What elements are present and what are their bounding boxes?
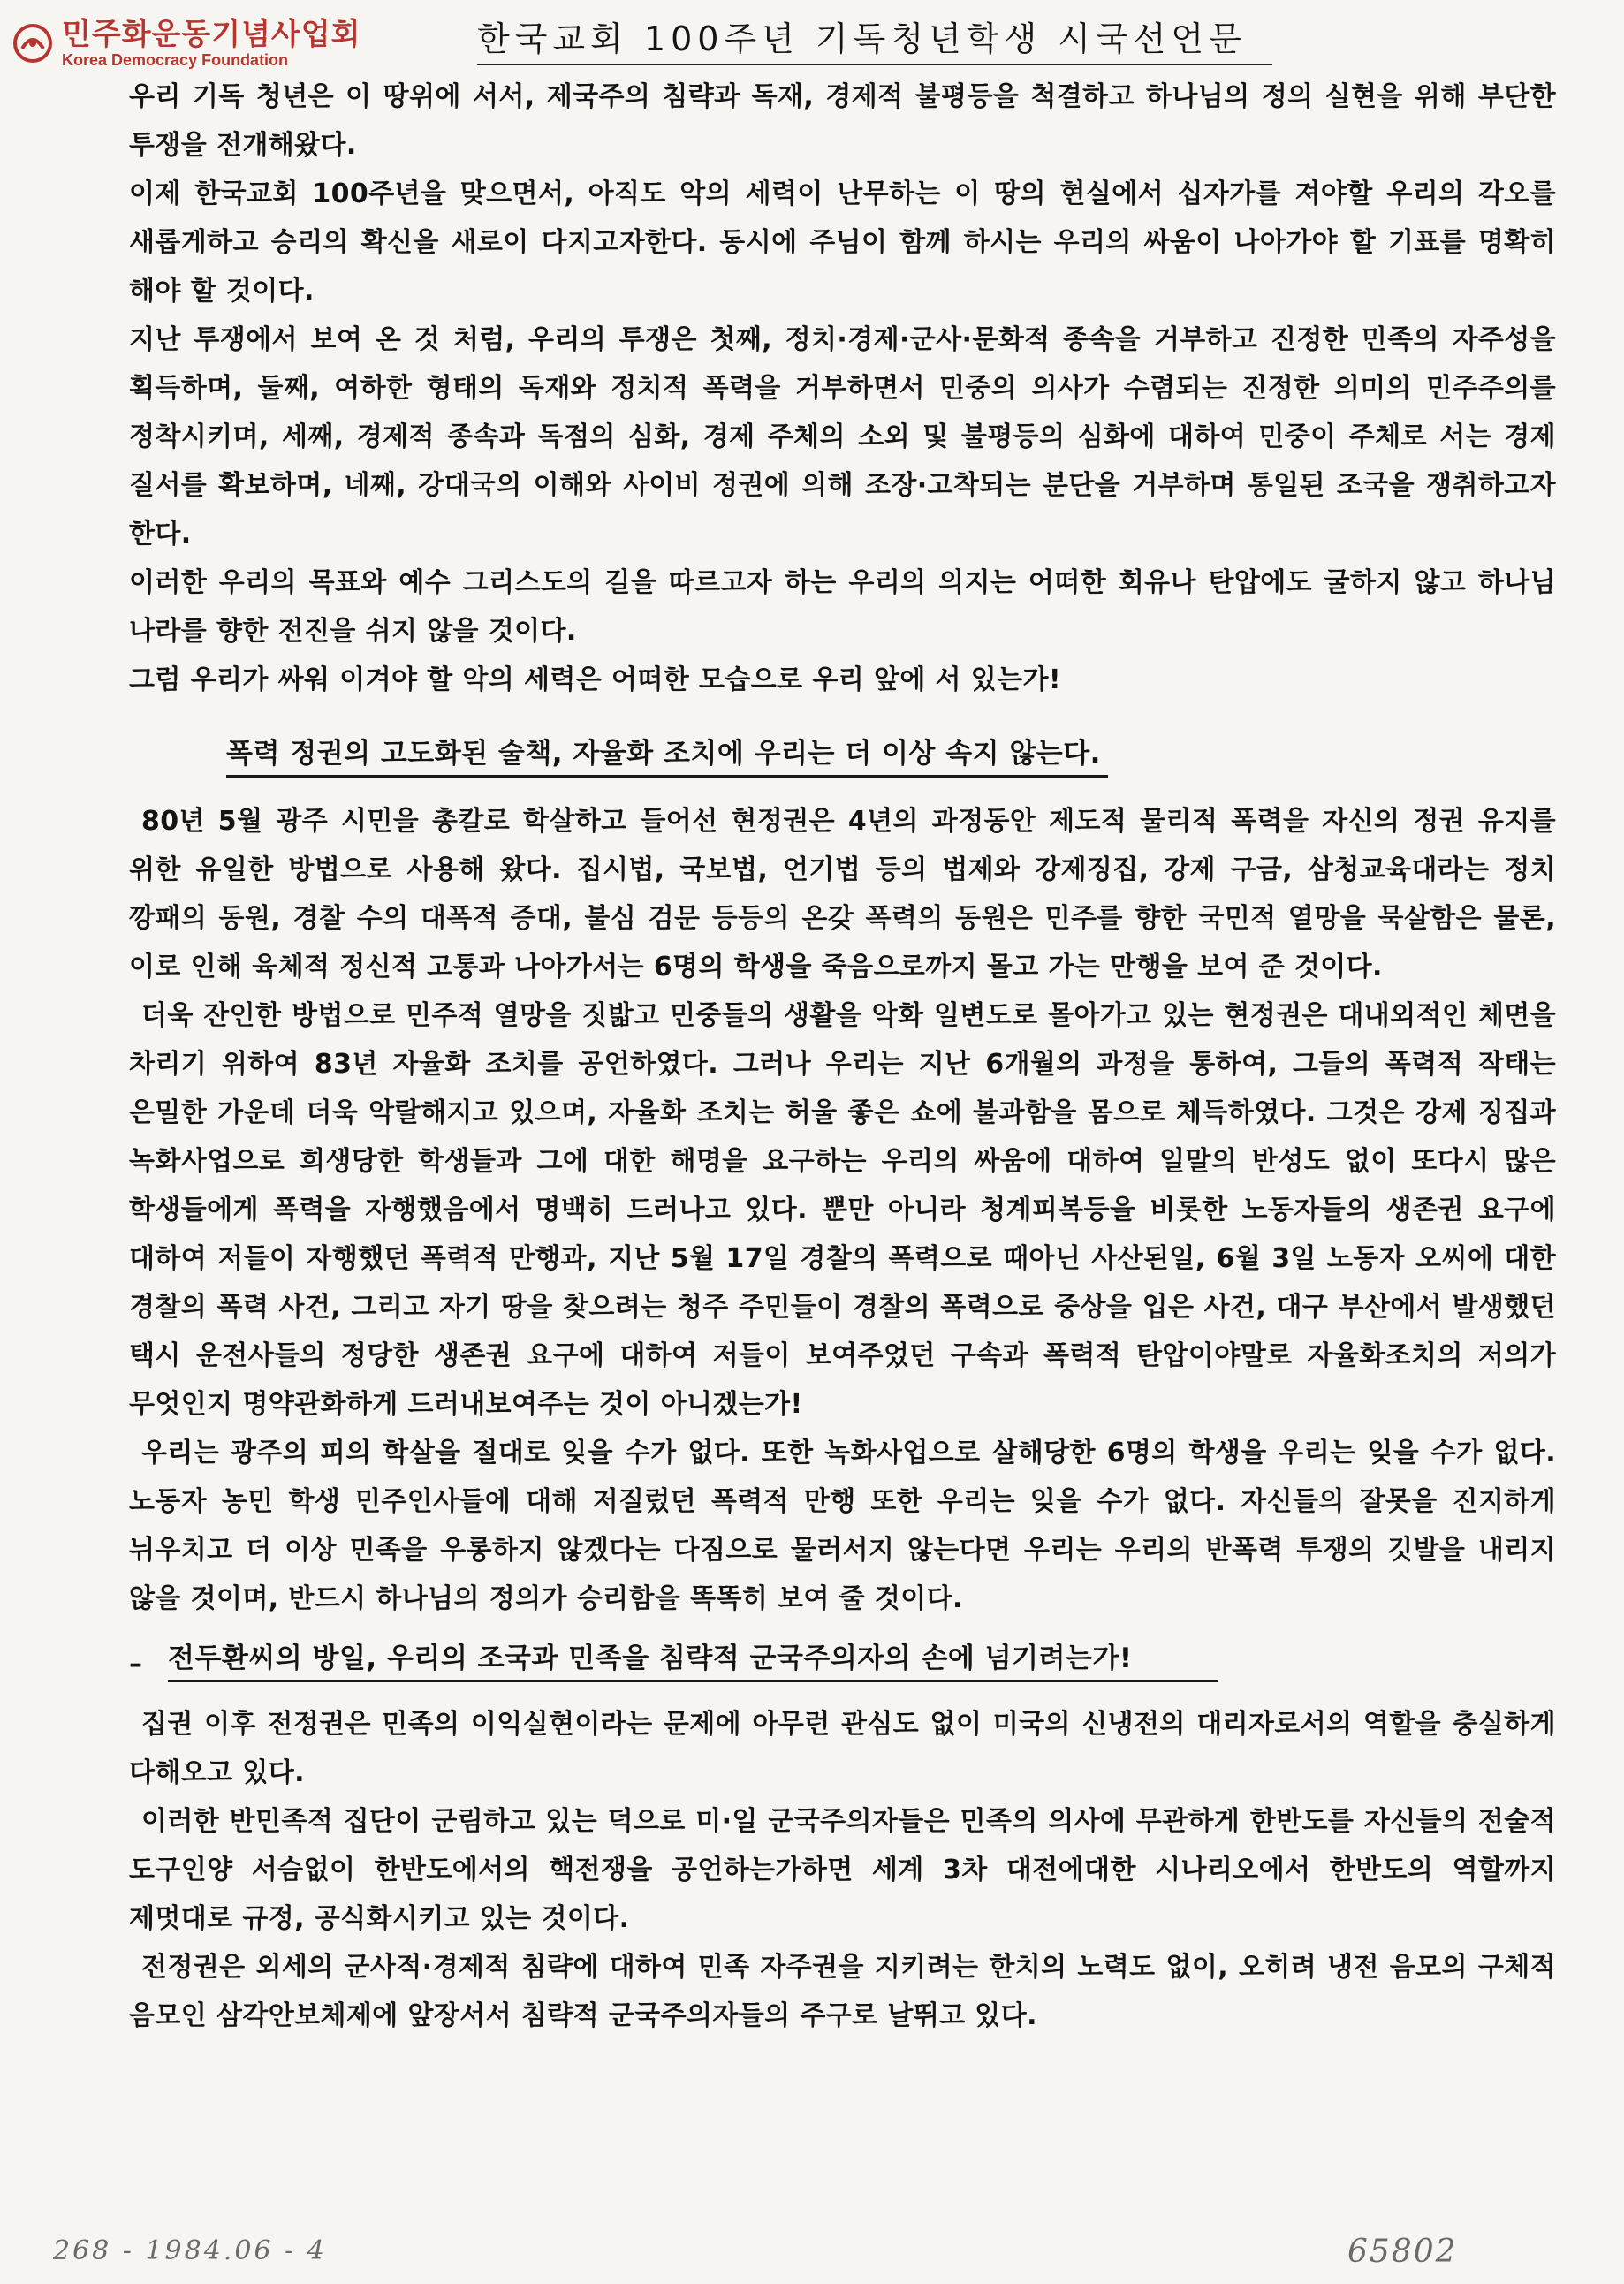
section2-heading-row xyxy=(129,1639,1556,1682)
section2-body xyxy=(129,1700,1556,2040)
intro-paragraph: 지난 투쟁에서 보여 온 것 처럼, 우리의 투쟁은 첫째, 정치·경제·군사·문화적 종속을 거부하고 진정한 민족의 자주성을 획득하며, 둘째, 여하한 형태의 독재와 정치적 폭력을 거부하면서 민중의 의사가 수렴되는 진정한 의미의 민주주의를 정착시키며, 세째, 경제적 종속과 독점의 심화, 경제 주체의 소외 및 불평등의 심화에 대하여 민중이 주체로 서는 경제 질서를 확보하며, 네째, 강대국의 이해와 사이비 정권에 의해 조장·고착되는 분단을 거부하며 통일된 조국을 쟁취하고자 한다. xyxy=(129,324,1556,550)
section1-body xyxy=(129,797,1556,1623)
handwritten-page-number: 65802 xyxy=(1347,2234,1458,2270)
section2-paragraph: 이러한 반민족적 집단이 군림하고 있는 덕으로 미·일 군국주의자들은 민족의 의사에 무관하게 한반도를 자신들의 전술적 도구인양 서슴없이 한반도에서의 핵전쟁을 공언하는가하면 세계 3차 대전에대한 시나리오에서 한반도의 역할까지 제멋대로 규정, 공식화시키고 있는 것이다. xyxy=(129,1806,1556,1934)
kdf-logo-icon xyxy=(12,23,53,64)
section1-paragraph: 80년 5월 광주 시민을 총칼로 학살하고 들어선 현정권은 4년의 과정동안 제도적 물리적 폭력을 자신의 정권 유지를 위한 유일한 방법으로 사용해 왔다. 집시법, 국보법, 언기법 등의 법제와 강제징집, 강제 구금, 삼청교육대라는 정치 깡패의 동원, 경찰 수의 대폭적 증대, 불심 검문 등등의 온갖 폭력의 동원은 민주를 향한 국민적 열망을 묵살함은 물론, 이로 인해 육체적 정신적 고통과 나아가서는 6명의 학생을 죽음으로까지 몰고 가는 만행을 보여 준 것이다. xyxy=(129,806,1556,983)
section2-paragraph: 전정권은 외세의 군사적·경제적 침략에 대하여 민족 자주권을 지키려는 한치의 노력도 없이, 오히려 냉전 음모의 구체적 음모인 삼각안보체제에 앞장서서 침략적 군국주의자들의 주구로 날뛰고 있다. xyxy=(129,1952,1556,2031)
section1-heading: 폭력 정권의 고도화된 술책, 자율화 조치에 우리는 더 이상 속지 않는다. xyxy=(226,734,1108,778)
intro-paragraph: 이러한 우리의 목표와 예수 그리스도의 길을 따르고자 하는 우리의 의지는 어떠한 회유나 탄압에도 굴하지 않고 하나님 나라를 향한 전진을 쉬지 않을 것이다. xyxy=(129,567,1556,647)
document-body xyxy=(129,72,1556,2040)
intro-paragraph: 우리 기독 청년은 이 땅위에 서서, 제국주의 침략과 독재, 경제적 불평등을 척결하고 하나님의 정의 실현을 위해 부단한 투쟁을 전개해왔다. xyxy=(129,81,1556,161)
handwritten-archive-number: 268 - 1984.06 - 4 xyxy=(53,2235,327,2266)
section1-heading-row xyxy=(226,734,1269,778)
document-title: 한국교회 100주년 기독청년학생 시국선언문 xyxy=(477,16,1272,65)
watermark-org-name-ko: 민주화운동기념사업회 xyxy=(62,17,361,52)
intro-paragraph: 그럼 우리가 싸워 이겨야 할 악의 세력은 어떠한 모습으로 우리 앞에 서 있는가! xyxy=(129,664,1061,695)
watermark-org-name-en: Korea Democracy Foundation xyxy=(62,51,289,69)
section2-paragraph: 집권 이후 전정권은 민족의 이익실현이라는 문제에 아무런 관심도 없이 미국의 신냉전의 대리자로서의 역할을 충실하게 다해오고 있다. xyxy=(129,1709,1556,1788)
section2-heading: 전두환씨의 방일, 우리의 조국과 민족을 침략적 군국주의자의 손에 넘기려는가! xyxy=(168,1639,1218,1682)
section1-paragraph: 우리는 광주의 피의 학살을 절대로 잊을 수가 없다. 또한 녹화사업으로 살해당한 6명의 학생을 우리는 잊을 수가 없다. 노동자 농민 학생 민주인사들에 대해 저질렀던 폭력적 만행 또한 우리는 잊을 수가 없다. 자신들의 잘못을 진지하게 뉘우치고 더 이상 민족을 우롱하지 않겠다는 다짐으로 물러서지 않는다면 우리는 우리의 반폭력 투쟁의 깃발을 내리지 않을 것이며, 반드시 하나님의 정의가 승리함을 똑똑히 보여 줄 것이다. xyxy=(129,1438,1556,1614)
intro-paragraph: 이제 한국교회 100주년을 맞으면서, 아직도 악의 세력이 난무하는 이 땅의 현실에서 십자가를 져야할 우리의 각오를 새롭게하고 승리의 확신을 새로이 다지고자한다. 동시에 주님이 함께 하시는 우리의 싸움이 나아가야 할 기표를 명확히 해야 할 것이다. xyxy=(129,178,1556,307)
intro-section xyxy=(129,72,1556,704)
watermark xyxy=(12,18,360,69)
section2-dash: – xyxy=(129,1649,142,1680)
section1-paragraph: 더욱 잔인한 방법으로 민주적 열망을 짓밟고 민중들의 생활을 악화 일변도로 몰아가고 있는 현정권은 대내외적인 체면을 차리기 위하여 83년 자율화 조치를 공언하였다. 그러나 우리는 지난 6개월의 과정을 통하여, 그들의 폭력적 작태는 은밀한 가운데 더욱 악랄해지고 있으며, 자율화 조치는 허울 좋은 쇼에 불과함을 몸으로 체득하였다. 그것은 강제 징집과 녹화사업으로 희생당한 학생들과 그에 대한 해명을 요구하는 우리의 싸움에 대하여 일말의 반성도 없이 또다시 많은 학생들에게 폭력을 자행했음에서 명백히 드러나고 있다. 뿐만 아니라 청계피복등을 비롯한 노동자들의 생존권 요구에 대하여 저들이 자행했던 폭력적 만행과, 지난 5월 17일 경찰의 폭력으로 때아닌 사산된일, 6월 3일 노동자 오씨에 대한 경찰의 폭력 사건, 그리고 자기 땅을 찾으려는 청주 주민들이 경찰의 폭력으로 중상을 입은 사건, 대구 부산에서 발생했던 택시 운전사들의 정당한 생존권 요구에 대하여 저들이 보여주었던 구속과 폭력적 탄압이야말로 자율화조치의 저의가 무엇인지 명약관화하게 드러내보여주는 것이 아니겠는가! xyxy=(129,1000,1556,1420)
